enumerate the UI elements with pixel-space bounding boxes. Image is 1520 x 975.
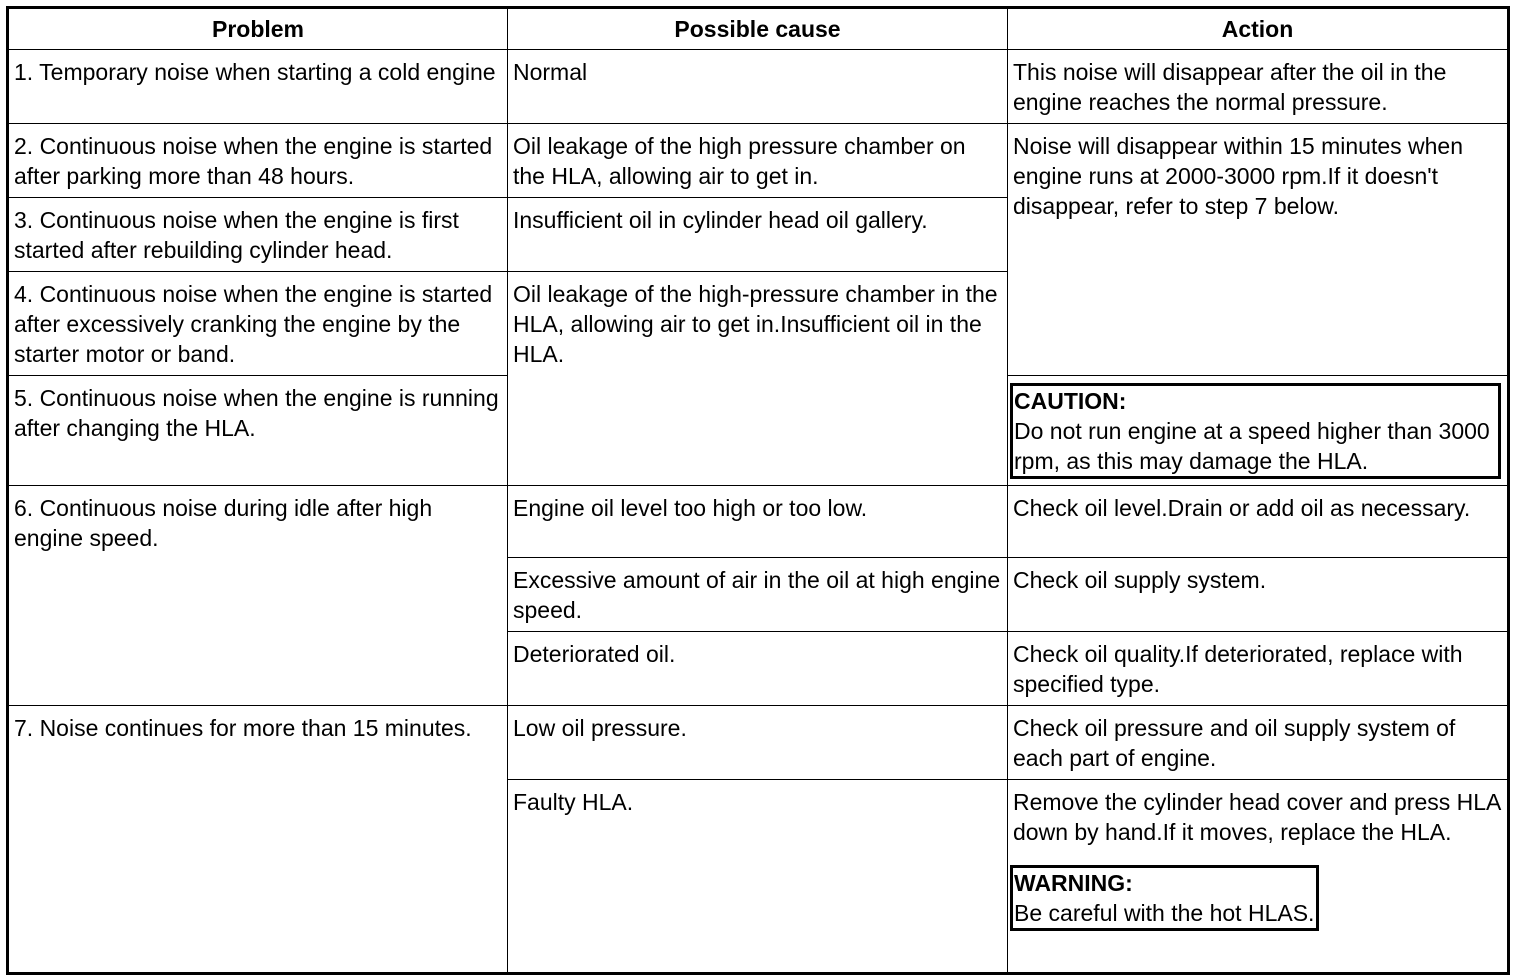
table-row bbox=[8, 50, 1509, 124]
problem-cell: 6. Continuous noise during idle after high engine speed. bbox=[8, 486, 508, 706]
problem-cell: 1. Temporary noise when starting a cold engine bbox=[8, 50, 508, 124]
problem-cell: 7. Noise continues for more than 15 minutes. bbox=[8, 706, 508, 974]
header-possible-cause: Possible cause bbox=[508, 8, 1008, 50]
action-cell bbox=[1008, 376, 1509, 486]
problem-cell: 3. Continuous noise when the engine is first started after rebuilding cylinder head. bbox=[8, 198, 508, 272]
action-cell: This noise will disappear after the oil in the engine reaches the normal pressure. bbox=[1008, 50, 1509, 124]
cause-cell: Low oil pressure. bbox=[508, 706, 1008, 780]
cause-cell: Excessive amount of air in the oil at high engine speed. bbox=[508, 558, 1008, 632]
action-cell: Check oil level.Drain or add oil as necessary. bbox=[1008, 486, 1509, 558]
action-cell: Check oil pressure and oil supply system of each part of engine. bbox=[1008, 706, 1509, 780]
cause-cell: Deteriorated oil. bbox=[508, 632, 1008, 706]
action-cell: Check oil quality.If deteriorated, replace with specified type. bbox=[1008, 632, 1509, 706]
cause-cell: Insufficient oil in cylinder head oil gallery. bbox=[508, 198, 1008, 272]
header-action: Action bbox=[1008, 8, 1509, 50]
problem-cell: 4. Continuous noise when the engine is started after excessively cranking the engine by the starter motor or band. bbox=[8, 272, 508, 376]
caution-title: CAUTION: bbox=[1014, 388, 1127, 414]
caution-box bbox=[1010, 383, 1501, 479]
troubleshooting-table bbox=[6, 6, 1510, 975]
caution-text: Do not run engine at a speed higher than 3000 rpm, as this may damage the HLA. bbox=[1014, 418, 1490, 474]
warning-box bbox=[1010, 865, 1319, 931]
problem-cell: 2. Continuous noise when the engine is started after parking more than 48 hours. bbox=[8, 124, 508, 198]
problem-cell: 5. Continuous noise when the engine is running after changing the HLA. bbox=[8, 376, 508, 486]
table-row bbox=[8, 706, 1509, 780]
action-cell: Check oil supply system. bbox=[1008, 558, 1509, 632]
warning-text: Be careful with the hot HLAS. bbox=[1014, 900, 1315, 926]
cause-cell: Engine oil level too high or too low. bbox=[508, 486, 1008, 558]
header-problem: Problem bbox=[8, 8, 508, 50]
warning-title: WARNING: bbox=[1014, 870, 1133, 896]
action-cell: Noise will disappear within 15 minutes when engine runs at 2000-3000 rpm.If it doesn't disappear, refer to step 7 below. bbox=[1008, 124, 1509, 376]
cause-cell: Oil leakage of the high pressure chamber on the HLA, allowing air to get in. bbox=[508, 124, 1008, 198]
header-row bbox=[8, 8, 1509, 50]
cause-cell: Oil leakage of the high-pressure chamber in the HLA, allowing air to get in.Insufficient oil in the HLA. bbox=[508, 272, 1008, 486]
action-text: Remove the cylinder head cover and press HLA down by hand.If it moves, replace the HLA. bbox=[1013, 789, 1501, 845]
cause-cell: Normal bbox=[508, 50, 1008, 124]
table-row bbox=[8, 486, 1509, 558]
cause-cell: Faulty HLA. bbox=[508, 780, 1008, 974]
table-row bbox=[8, 124, 1509, 198]
action-cell bbox=[1008, 780, 1509, 974]
